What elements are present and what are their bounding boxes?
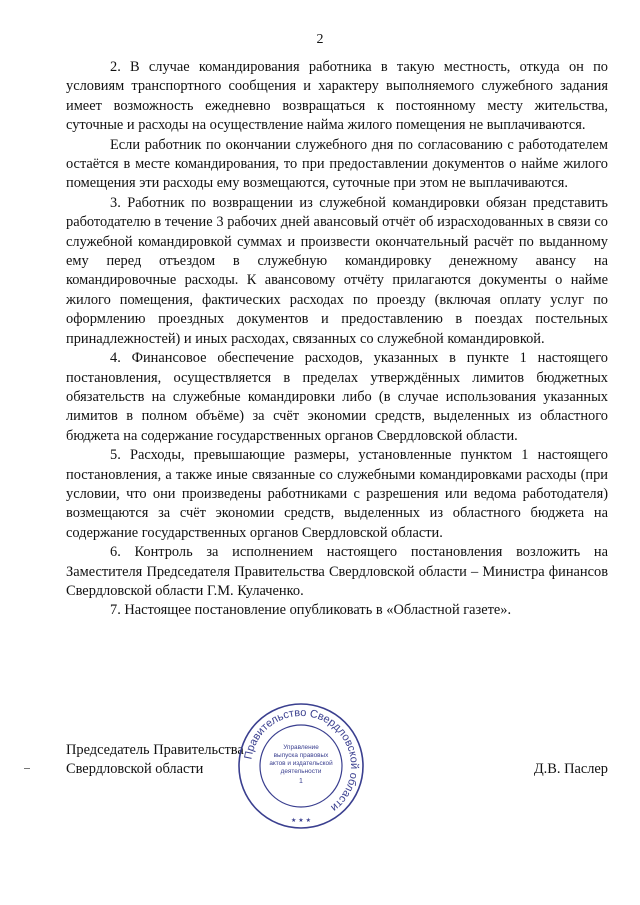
paragraph-4: 4. Финансовое обеспечение расходов, указанных в пункте 1 настоящего постановления, осуществляется в пределах утверждённых лимитов бюджетных обязательств на служебные командировки либо (в случае использования указанных лимитов в полном объёме) за счёт экономии средств, выделенных из областного бюджета на содержание государственных органов Свердловской области. <box>66 350 608 444</box>
seal-center-line2: выпуска правовых <box>273 752 329 759</box>
signatory-name: Д.В. Паслер <box>533 761 608 777</box>
signatory-title <box>66 741 244 779</box>
signatory-title-line2: Свердловской области <box>66 761 204 777</box>
paragraph-2-continued: Если работник по окончании служебного дня по согласованию с работодателем остаётся в месте командирования, то при предоставлении документов о найме жилого помещения эти расходы ему возмещаются, суточные при этом не выплачиваются. <box>66 136 608 192</box>
seal-center-number: 1 <box>299 778 303 785</box>
seal-stars: ★ ★ ★ <box>291 817 311 824</box>
paragraph-7: 7. Настоящее постановление опубликовать в «Областной газете». <box>110 602 512 619</box>
document-body <box>66 58 608 621</box>
paragraph-2: 2. В случае командирования работника в такую местность, откуда он по условиям транспортного сообщения и характеру выполняемого служебного задания имеет возможность ежедневно возвращаться к постоянному месту жительства, суточные и расходы на осуществление найма жилого помещения не выплачиваются. <box>66 59 608 134</box>
signatory-title-line1: Председатель Правительства <box>66 742 244 758</box>
seal-center-line1: Управление <box>283 744 319 751</box>
seal-ring-text: Правительство Свердловской области <box>242 706 361 814</box>
seal-center-line4: деятельности <box>280 768 322 775</box>
official-seal <box>236 701 366 831</box>
paragraph-3: 3. Работник по возвращении из служебной командировки обязан представить работодателю в течение 3 рабочих дней авансовый отчёт об израсходованных в связи со служебной командировкой суммах и произвести окончательный расчёт по выданному ему перед отъездом в служебную командировку денежному авансу на командировочные расходы. К авансовому отчёту прилагаются документы о найме жилого помещения, фактических расходах по проезду (включая оплату услуг по оформлению проездных документов и предоставлению в поездах постельных принадлежностей) и иных расходах, связанных со служебной командировкой. <box>66 194 608 347</box>
page-number: 2 <box>316 32 324 47</box>
signature-block <box>66 706 608 871</box>
seal-center-line3: актов и издательской <box>269 760 333 767</box>
paragraph-6: 6. Контроль за исполнением настоящего постановления возложить на Заместителя Председателя Правительства Свердловской области – Министра финансов Свердловской области Г.М. Кулаченко. <box>66 544 608 599</box>
margin-mark <box>24 768 30 769</box>
paragraph-5: 5. Расходы, превышающие размеры, установленные пунктом 1 настоящего постановления, а также иные связанные со служебными командировками расходы (при условии, что они произведены работниками с разрешения или ведома работодателя) возмещаются за счёт экономии средств, выделенных из областного бюджета на содержание государственных органов Свердловской области. <box>66 447 608 541</box>
